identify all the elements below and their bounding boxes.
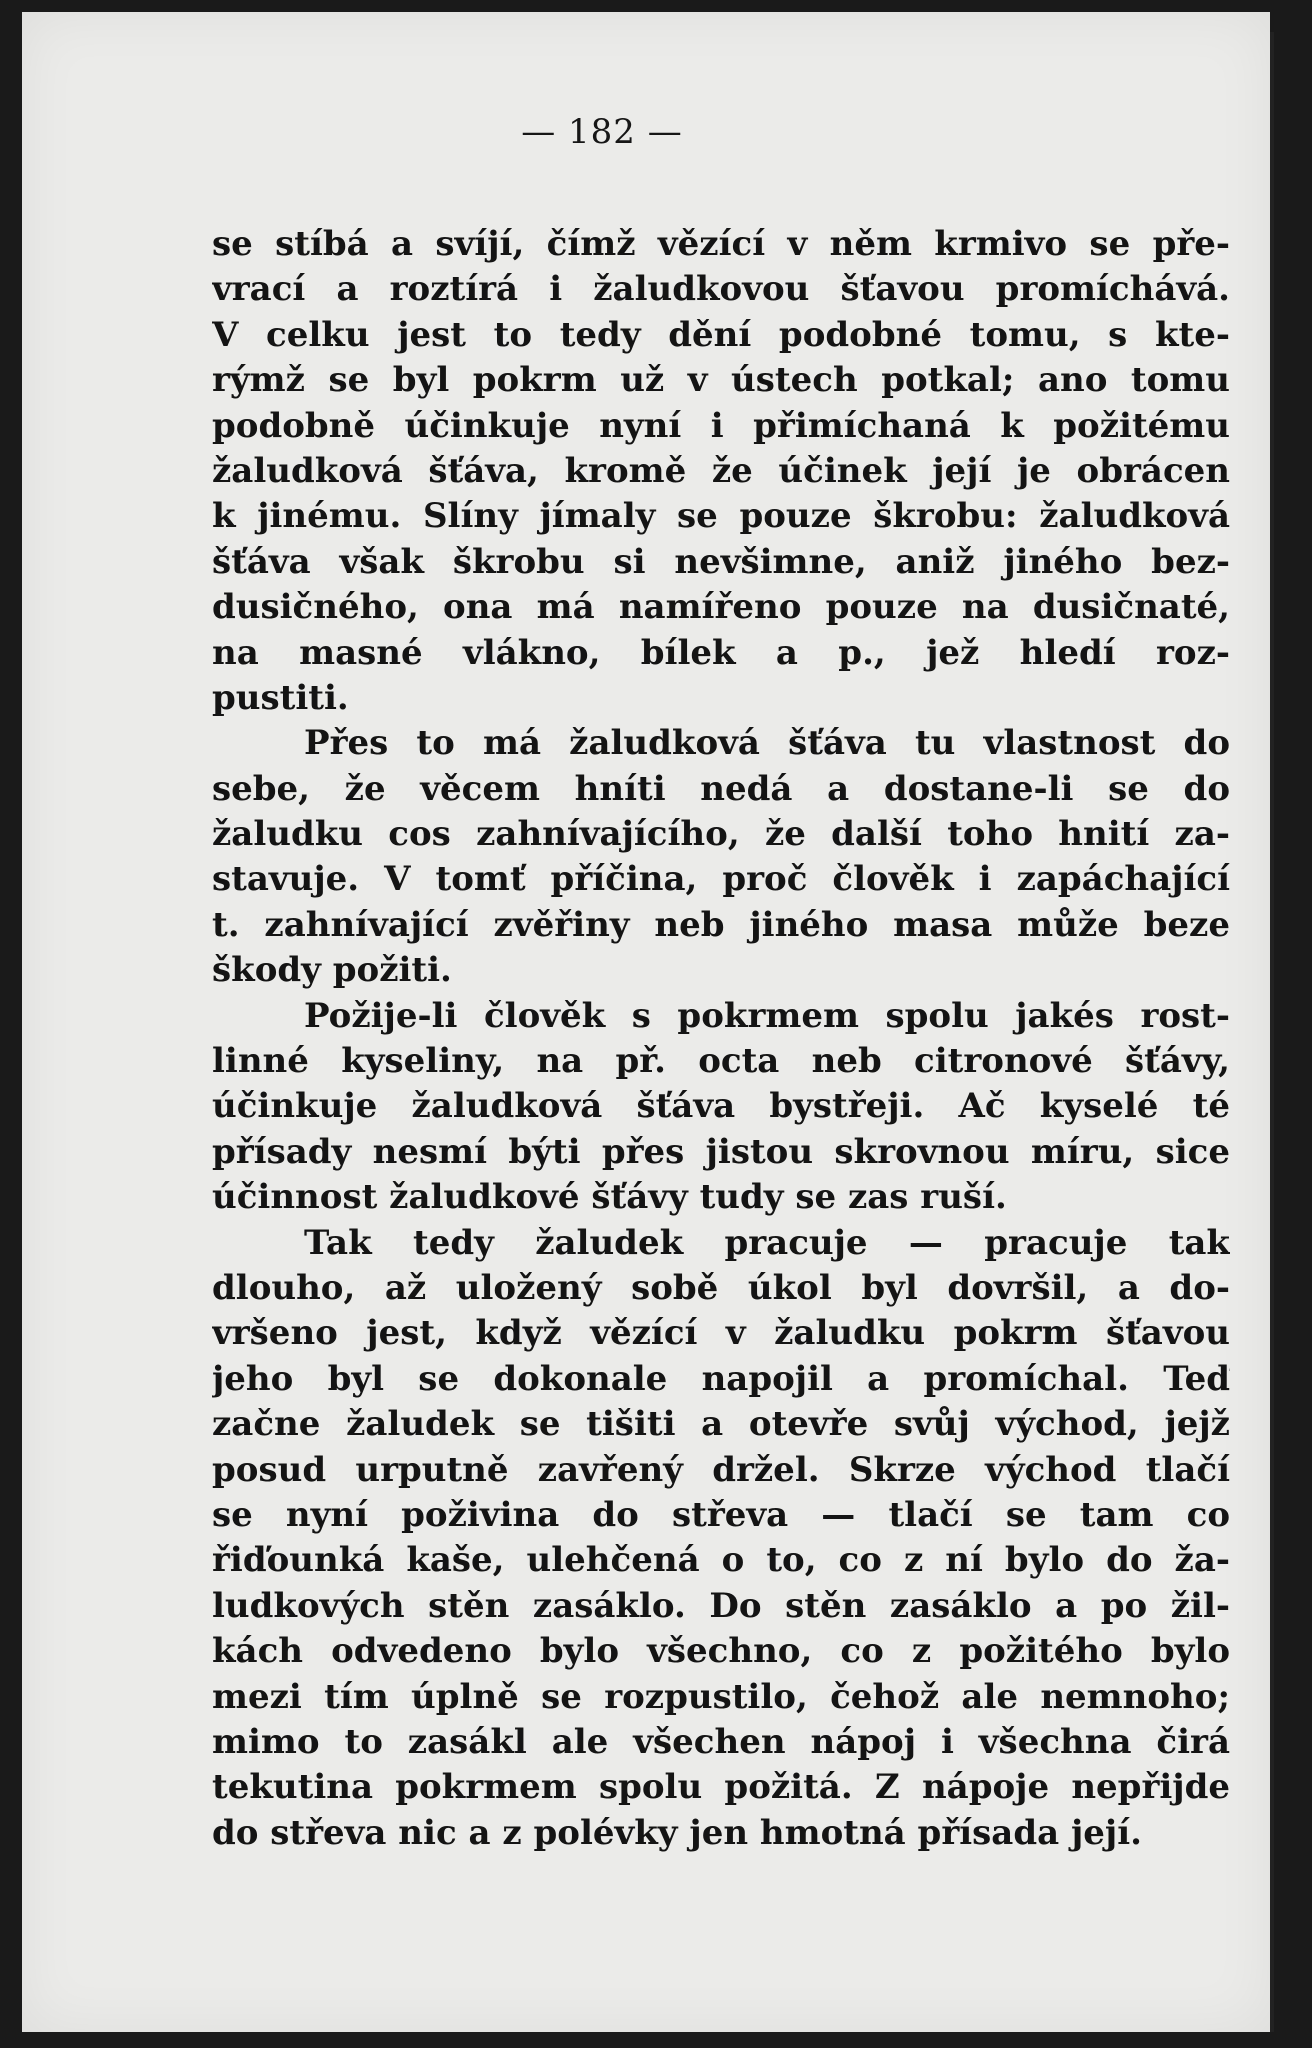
text-line: sebe, že věcem hníti nedá a dostane-li se do — [212, 768, 1230, 809]
text-line: vrací a roztírá i žaludkovou šťavou promíchává. — [212, 269, 1230, 310]
text-line: přísady nesmí býti přes jistou skrovnou míru, sice — [212, 1131, 1230, 1172]
text-line: Tak tedy žaludek pracuje — pracuje tak — [304, 1222, 1230, 1263]
body-text — [212, 222, 1230, 1856]
text-line: rýmž se byl pokrm už v ústech potkal; ano tomu — [212, 360, 1230, 401]
page-number: — 182 — — [521, 112, 683, 152]
text-line: se stíbá a svíjí, čímž vězící v něm krmivo se pře- — [212, 224, 1230, 264]
text-line: dusičného, ona má namířeno pouze na dusičnaté, — [212, 587, 1230, 628]
paragraph — [212, 1221, 1230, 1856]
text-line: začne žaludek se tišiti a otevře svůj východ, jejž — [212, 1404, 1230, 1445]
paragraph — [212, 222, 1230, 721]
text-line: žaludková šťáva, kromě že účinek její je obrácen — [212, 450, 1230, 491]
paragraph — [212, 994, 1230, 1221]
text-line: účinnost žaludkové šťávy tudy se zas ruší. — [212, 1177, 1007, 1218]
text-line: vršeno jest, když vězící v žaludku pokrm šťavou — [212, 1313, 1230, 1354]
text-line: řiďounká kaše, ulehčená o to, co z ní bylo do ža- — [212, 1540, 1230, 1581]
text-line: V celku jest to tedy dění podobné tomu, s kte- — [212, 314, 1230, 355]
text-line: pustiti. — [212, 677, 349, 718]
text-line: účinkuje žaludková šťáva bystřeji. Ač kyselé té — [212, 1086, 1230, 1127]
text-line: dlouho, až uložený sobě úkol byl dovršil, a do- — [212, 1267, 1230, 1308]
text-line: linné kyseliny, na př. octa neb citronové šťávy, — [212, 1041, 1230, 1082]
text-line: se nyní poživina do střeva — tlačí se tam co — [212, 1494, 1230, 1535]
text-line: na masné vlákno, bílek a p., jež hledí roz- — [212, 632, 1230, 673]
text-line: podobně účinkuje nyní i přimíchaná k požitému — [212, 405, 1230, 446]
page-edge-shadow — [1270, 32, 1274, 2032]
paragraph — [212, 721, 1230, 993]
text-line: žaludku cos zahnívajícího, že další toho hnití za- — [212, 814, 1230, 855]
text-line: kách odvedeno bylo všechno, co z požitého bylo — [212, 1631, 1230, 1672]
text-line: škody požiti. — [212, 950, 452, 991]
text-line: ludkových stěn zasáklo. Do stěn zasáklo a po žil- — [212, 1585, 1230, 1626]
text-line: mimo to zasákl ale všechen nápoj i všechna čirá — [212, 1721, 1230, 1762]
text-line: k jinému. Slíny jímaly se pouze škrobu: žaludková — [212, 496, 1230, 537]
text-line: posud urputně zavřený držel. Skrze východ tlačí — [212, 1449, 1230, 1490]
text-line: stavuje. V tomť příčina, proč člověk i zapáchající — [212, 859, 1230, 900]
text-line: šťáva však škrobu si nevšimne, aniž jiného bez- — [212, 541, 1230, 582]
text-line: jeho byl se dokonale napojil a promíchal. Teď — [212, 1358, 1230, 1399]
book-page — [22, 12, 1270, 2032]
text-line: Požije-li člověk s pokrmem spolu jakés rost- — [304, 995, 1230, 1036]
text-line: t. zahnívající zvěřiny neb jiného masa může beze — [212, 904, 1230, 945]
text-line: tekutina pokrmem spolu požitá. Z nápoje nepřijde — [212, 1767, 1230, 1808]
text-line: Přes to má žaludková šťáva tu vlastnost do — [304, 723, 1230, 764]
text-line: do střeva nic a z polévky jen hmotná přísada její. — [212, 1812, 1142, 1853]
text-line: mezi tím úplně se rozpustilo, čehož ale nemnoho; — [212, 1676, 1230, 1717]
